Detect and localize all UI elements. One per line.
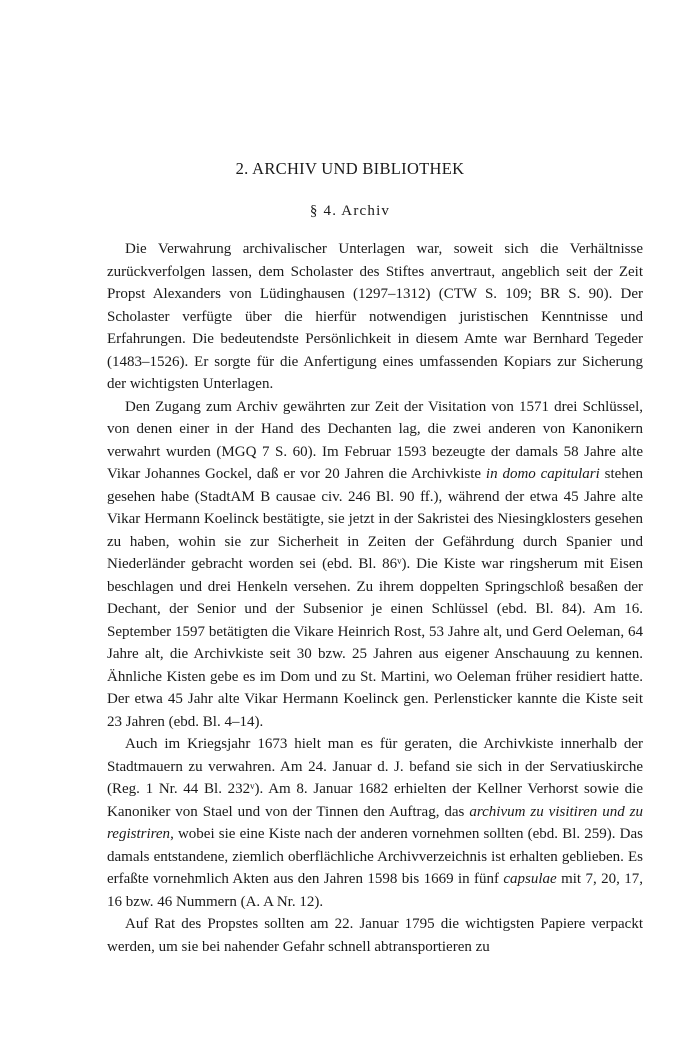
paragraph — [107, 396, 643, 734]
italic-latin-term: capsulae — [503, 871, 557, 887]
body-text — [107, 238, 643, 958]
section-title: § 4. Archiv — [309, 203, 391, 219]
paragraph-text: stehen gesehen habe (StadtAM B causae civ. 246 Bl. 90 ff.), während der etwa 45 Jahre alte Vikar Hermann Koelinck bestätigte, sie jetzt in der Sakristei des Niesingklosters gesehen zu haben, wohin sie zur Sicherheit in Zeiten der Gefährdung durch Spanier und Niederländer gebracht worden sei (ebd. Bl. 86ᵛ). Die Kiste war ringsherum mit Eisen beschlagen und drei Henkeln versehen. Zu ihrem doppelten Springschloß besaßen der Dechant, der Senior und der Subsenior je einen Schlüssel (ebd. Bl. 84). Am 16. September 1597 betätigten die Vikare Heinrich Rost, 53 Jahre alt, und Gerd Oeleman, 64 Jahre alt, die Archivkiste seit 30 bzw. 25 Jahren aus eigener Anschauung zu kennen. Ähnliche Kisten gebe es im Dom und zu St. Martini, wo Oeleman früher residiert hatte. Der etwa 45 Jahr alte Vikar Hermann Koelinck gen. Perlensticker kannte die Kiste seit 23 Jahren (ebd. Bl. 4–14). — [107, 466, 643, 730]
paragraph-text: Den Zugang zum Archiv gewährten zur Zeit der Visitation von 1571 drei Schlüssel, von denen einer in der Hand des Dechanten lag, die zwei anderen von Kanonikern verwahrt wurden (MGQ 7 S. 60). Im Februar 1593 bezeugte der damals 58 Jahre alte Vikar Johannes Gockel, daß er vor 20 Jahren die Archivkiste — [107, 398, 643, 482]
chapter-title: 2. ARCHIV UND BIBLIOTHEK — [235, 159, 465, 178]
paragraph-text: Auch im Kriegsjahr 1673 hielt man es für geraten, die Archivkiste innerhalb der Stadtmauern zu verwahren. Am 24. Januar d. J. befand sie sich in der Servatiuskirche (Reg. 1 Nr. 44 Bl. 232ᵛ). Am 8. Januar 1682 erhielten der Kellner Verhorst sowie die Kanoniker von Stael und von der Tinnen den Auftrag, das — [107, 736, 643, 820]
paragraph-text: Auf Rat des Propstes sollten am 22. Januar 1795 die wichtigsten Papiere verpackt werden, um sie bei nahender Gefahr schnell abtransportieren zu — [107, 916, 643, 955]
paragraph — [107, 733, 643, 913]
italic-latin-phrase: in domo capitulari — [485, 466, 600, 482]
paragraph-text: , wobei sie eine Kiste nach der anderen vornehmen sollten (ebd. Bl. 259). Das damals entstandene, ziemlich oberflächliche Archivverzeichnis ist erhalten geblieben. Es erfaßte vornehmlich Akten aus den Jahren 1598 bis 1669 in fünf — [107, 826, 643, 887]
paragraph-text: mit 7, 20, 17, 16 bzw. 46 Nummern (A. A Nr. 12). — [107, 871, 643, 910]
paragraph-text: Die Verwahrung archivalischer Unterlagen war, soweit sich die Verhältnisse zurückverfolgen lassen, dem Scholaster des Stiftes anvertraut, angeblich seit der Zeit Propst Alexanders von Lüdinghausen (1297–1312) (CTW S. 109; BR S. 90). Der Scholaster verfügte über die hierfür notwendigen juristischen Kenntnisse und Erfahrungen. Die bedeutendste Persönlichkeit in diesem Amte war Bernhard Tegeder (1483–1526). Er sorgte für die Anfertigung eines umfassenden Kopiars zur Sicherung der wichtigsten Unterlagen. — [107, 241, 643, 392]
paragraph — [107, 913, 643, 958]
italic-quoted-phrase: archivum zu visitiren und zu registriren — [107, 803, 644, 842]
paragraph — [107, 238, 643, 396]
